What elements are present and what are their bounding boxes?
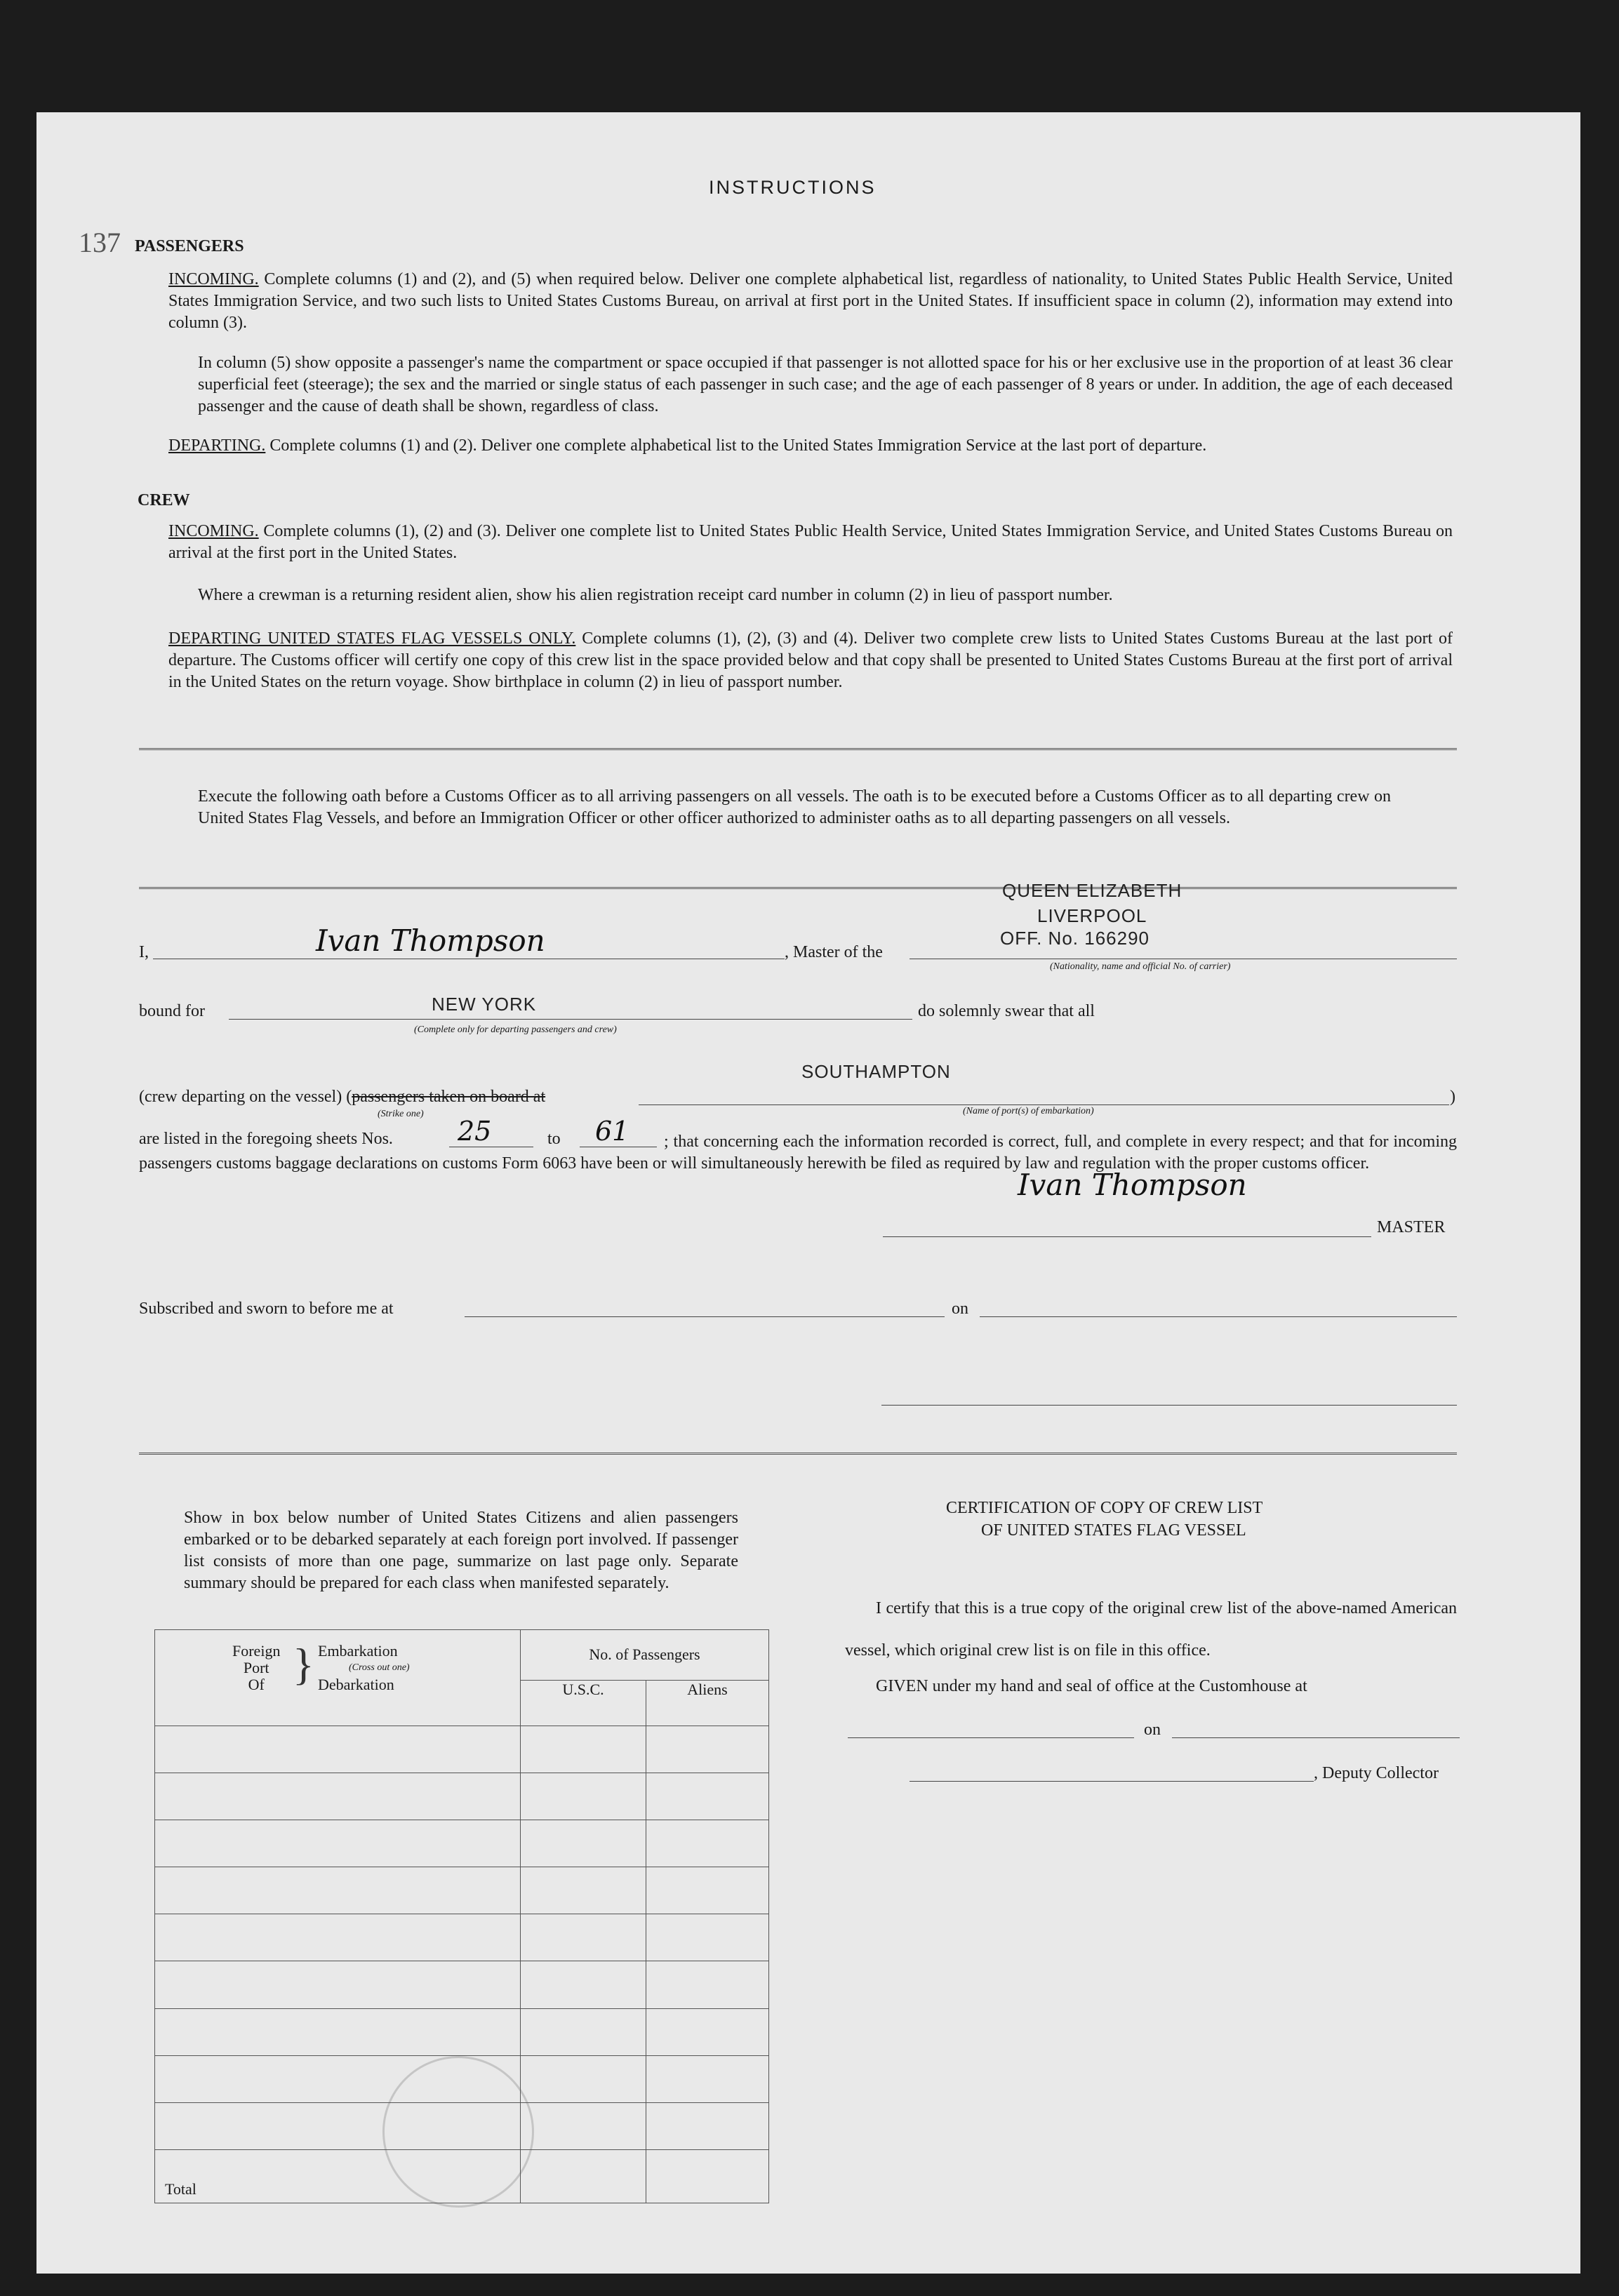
crew-alien-text: Where a crewman is a returning resident alien, show his alien registration receipt card number in column (2) in lieu of passport number. (198, 586, 1113, 604)
col-cross: (Cross out one) (349, 1662, 410, 1673)
col-port-1: Foreign (232, 1642, 281, 1660)
brace-symbol: } (293, 1639, 314, 1689)
crew-incoming (168, 521, 1453, 564)
divider-1 (139, 748, 1457, 750)
passengers-incoming-text: Complete columns (1) and (2), and (5) when required below. Deliver one complete alphabetical list, regardless of nationality, to United States Public Health Service, United States Immigration Service, and two such lists to United States Customs Bureau, on arrival at first port in the United States. If insufficient space in column (2), information may extend into column (3). (168, 270, 1453, 332)
destination: NEW YORK (432, 994, 537, 1015)
col-aliens: Aliens (646, 1680, 769, 1726)
port-header-cell (155, 1630, 521, 1726)
oath-intro: Execute the following oath before a Customs Officer as to all arriving passengers on all vessels. The oath is to be executed before a Customs Officer as to all departing crew on United States Flag Vessels, and before an Immigration Officer or other officer authorized to administer oaths as to all departing passengers on all vessels. (198, 787, 1391, 827)
col-port-3: Of (248, 1676, 265, 1693)
subscribed-label: Subscribed and sworn to before me at (139, 1300, 394, 1318)
listed-tail: ; that concerning each the information recorded is correct, full, and complete in every respect; and that for incoming passengers customs baggage declarations on customs Form 6063 have been or will simultaneously herewith be filed as required by law and regulation with the proper customs officer. (139, 1133, 1457, 1173)
crew-departing-text: (crew departing on the vessel) ( (139, 1088, 352, 1106)
table-row (155, 1867, 769, 1914)
given-text: GIVEN under my hand and seal of office at the Customhouse at (876, 1677, 1307, 1695)
crew-heading: CREW (138, 491, 190, 509)
col-usc: U.S.C. (521, 1680, 646, 1726)
vessel-caption: (Nationality, name and official No. of carrier) (1050, 961, 1231, 972)
table-row (155, 1820, 769, 1867)
strike-caption: (Strike one) (378, 1109, 424, 1119)
master-signature-2: Ivan Thompson (1018, 1168, 1247, 1202)
passengers-column5-text: In column (5) show opposite a passenger's name the compartment or space occupied if that passenger is not allotted space for his or her exclusive use in the proportion of at least 36 clear superficial feet (steerage); the sex and the married or single status of each passenger in such case; and the age of each passenger of 8 years or under. In addition, the age of each deceased passenger and the cause of death shall be shown, regardless of class. (198, 354, 1453, 415)
table-row (155, 1773, 769, 1820)
table-row (155, 2008, 769, 2055)
certification-title-2: OF UNITED STATES FLAG VESSEL (981, 1521, 1246, 1540)
vessel-number: OFF. No. 166290 (1000, 928, 1150, 949)
passengers-incoming (168, 269, 1453, 334)
listed-label: are listed in the foregoing sheets Nos. (139, 1130, 393, 1148)
col-debark: Debarkation (318, 1676, 394, 1693)
passengers-departing-text: Complete columns (1) and (2). Deliver one complete alphabetical list to the United States Immigration Service at the last port of departure. (269, 436, 1207, 455)
margin-mark: 137 (79, 227, 121, 258)
passengers-departing (168, 435, 1453, 457)
page-title: INSTRUCTIONS (709, 177, 877, 198)
master-of-label: , Master of the (785, 943, 883, 961)
crew-departing-label (139, 1088, 545, 1107)
embark-line (639, 1104, 1449, 1105)
officer-signature-line (881, 1405, 1457, 1406)
crew-incoming-label: INCOMING. (168, 522, 259, 540)
col-passengers: No. of Passengers (521, 1630, 769, 1681)
col-port-2: Port (243, 1659, 269, 1676)
total-label: Total (155, 2150, 521, 2203)
col-embark: Embarkation (318, 1642, 398, 1660)
embark-caption: (Name of port(s) of embarkation) (963, 1106, 1094, 1116)
bound-for-label: bound for (139, 1002, 205, 1020)
close-paren: ) (1450, 1088, 1455, 1106)
table-row (155, 1961, 769, 2008)
embark-port: SOUTHAMPTON (801, 1061, 951, 1082)
destination-caption: (Complete only for departing passengers and crew) (414, 1024, 617, 1035)
vessel-name: QUEEN ELIZABETH (1002, 880, 1182, 901)
subscribed-date-line (980, 1316, 1457, 1317)
summary-instructions: Show in box below number of United States Citizens and alien passengers embarked or to be debarked separately at each foreign port involved. If passenger list consists of more than one page, summarize on last page only. Separate summary should be prepared for each class when manifested separately. (184, 1509, 738, 1592)
customhouse-line (848, 1737, 1134, 1738)
table-row (155, 1914, 769, 1961)
master-label: MASTER (1377, 1218, 1446, 1236)
passengers-heading: PASSENGERS (135, 237, 244, 255)
deputy-signature-line (910, 1781, 1314, 1782)
i-label: I, (139, 943, 149, 961)
sheet-from: 25 (458, 1116, 492, 1147)
sheet-to: 61 (595, 1116, 629, 1147)
seal-stamp-impression (382, 2056, 534, 2208)
certification-title-1: CERTIFICATION OF COPY OF CREW LIST (946, 1499, 1263, 1517)
master-signature-line (883, 1236, 1371, 1237)
certification-date-line (1172, 1737, 1460, 1738)
crew-departing-label: DEPARTING UNITED STATES FLAG VESSELS ONLY. (168, 629, 576, 648)
crew-incoming-text: Complete columns (1), (2) and (3). Deliver one complete list to United States Public Health Service, United States Immigration Service, and United States Customs Bureau on arrival at the first port in the United States. (168, 522, 1453, 562)
table-row (155, 1726, 769, 1773)
master-signature: Ivan Thompson (316, 923, 545, 958)
swear-label: do solemnly swear that all (918, 1002, 1095, 1020)
certification-text: I certify that this is a true copy of the original crew list of the above-named American vessel, which original crew list is on file in this office. (845, 1599, 1457, 1660)
passengers-departing-label: DEPARTING. (168, 436, 266, 455)
destination-line (229, 1019, 912, 1020)
certification-on-label: on (1144, 1721, 1161, 1739)
deputy-label: , Deputy Collector (1314, 1764, 1439, 1782)
passengers-incoming-label: INCOMING. (168, 270, 259, 288)
vessel-port: LIVERPOOL (1037, 905, 1147, 926)
subscribed-on-label: on (952, 1300, 968, 1318)
crew-departing (168, 628, 1453, 693)
divider-2 (139, 887, 1457, 889)
subscribed-place-line (465, 1316, 945, 1317)
to-label: to (547, 1130, 561, 1148)
crew-departing-text: Complete columns (1), (2), (3) and (4). Deliver two complete crew lists to United States Customs Bureau at the last port of departure. The Customs officer will certify one copy of this crew list in the space provided below and that copy shall be presented to United States Customs Bureau at the first port of arrival in the United States on the return voyage. Show birthplace in column (2) in lieu of passport number. (168, 629, 1453, 691)
divider-3 (139, 1453, 1457, 1455)
struck-text: passengers taken on board at (352, 1088, 546, 1106)
